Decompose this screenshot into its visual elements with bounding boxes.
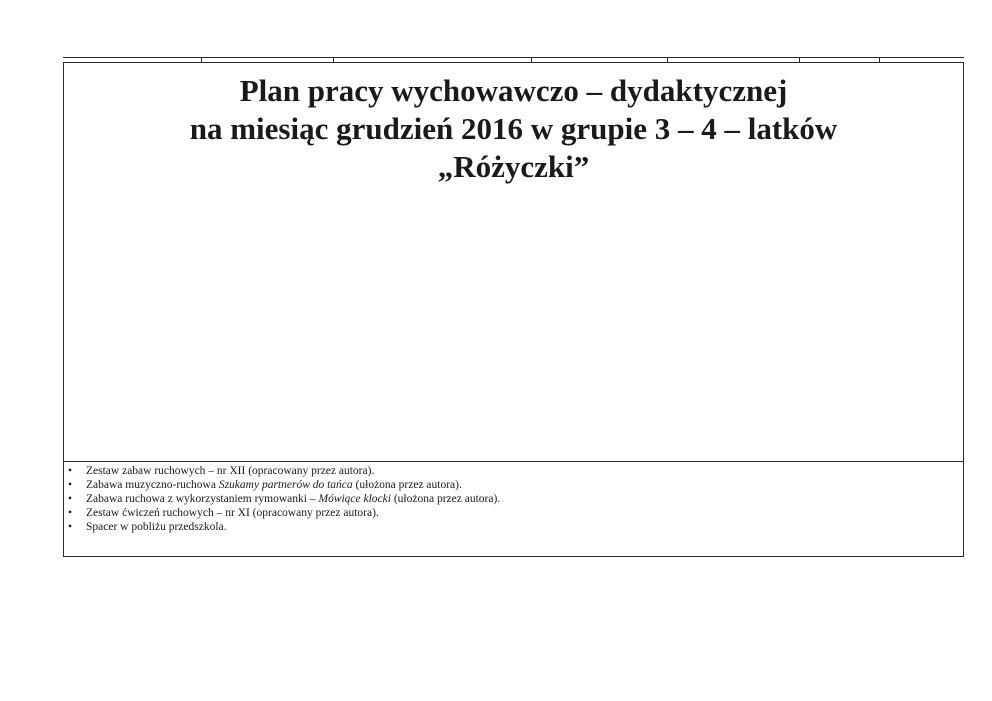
list-item: [68, 520, 963, 534]
activity-text: Zestaw zabaw ruchowych – nr XII (opracowany przez autora).: [86, 465, 375, 477]
title-line-2: na miesiąc grudzień 2016 w grupie 3 – 4 – latków: [189, 111, 838, 146]
list-item: [68, 506, 963, 520]
title-cell: [63, 62, 964, 462]
title-line-3: „Różyczki”: [437, 149, 590, 184]
bullet-icon: •: [68, 479, 73, 491]
activity-text-after: (ułożona przez autora).: [390, 493, 501, 505]
bullet-icon: •: [68, 493, 73, 505]
activity-text: Spacer w pobliżu przedszkola.: [86, 521, 227, 533]
bullet-icon: •: [68, 521, 73, 533]
plan-document: [63, 57, 964, 557]
activity-text: Zestaw ćwiczeń ruchowych – nr XI (opracowany przez autora).: [86, 507, 379, 519]
activity-text: Zabawa ruchowa z wykorzystaniem rymowanki –: [86, 493, 319, 505]
list-item: [68, 478, 963, 492]
list-item: [68, 492, 963, 506]
activity-title-italic: Szukamy partnerów do tańca: [218, 479, 353, 491]
bullet-icon: •: [68, 465, 73, 477]
activity-list: [68, 464, 963, 534]
activity-text-after: (ułożona przez autora).: [352, 479, 462, 491]
page-title: [64, 72, 963, 186]
activities-cell: [63, 461, 964, 557]
title-line-1: Plan pracy wychowawczo – dydaktycznej: [239, 73, 788, 108]
list-item: [68, 464, 963, 478]
activity-text: Zabawa muzyczno-ruchowa: [86, 479, 219, 491]
bullet-icon: •: [68, 507, 73, 519]
activity-title-italic: Mówiące klocki: [318, 493, 391, 505]
